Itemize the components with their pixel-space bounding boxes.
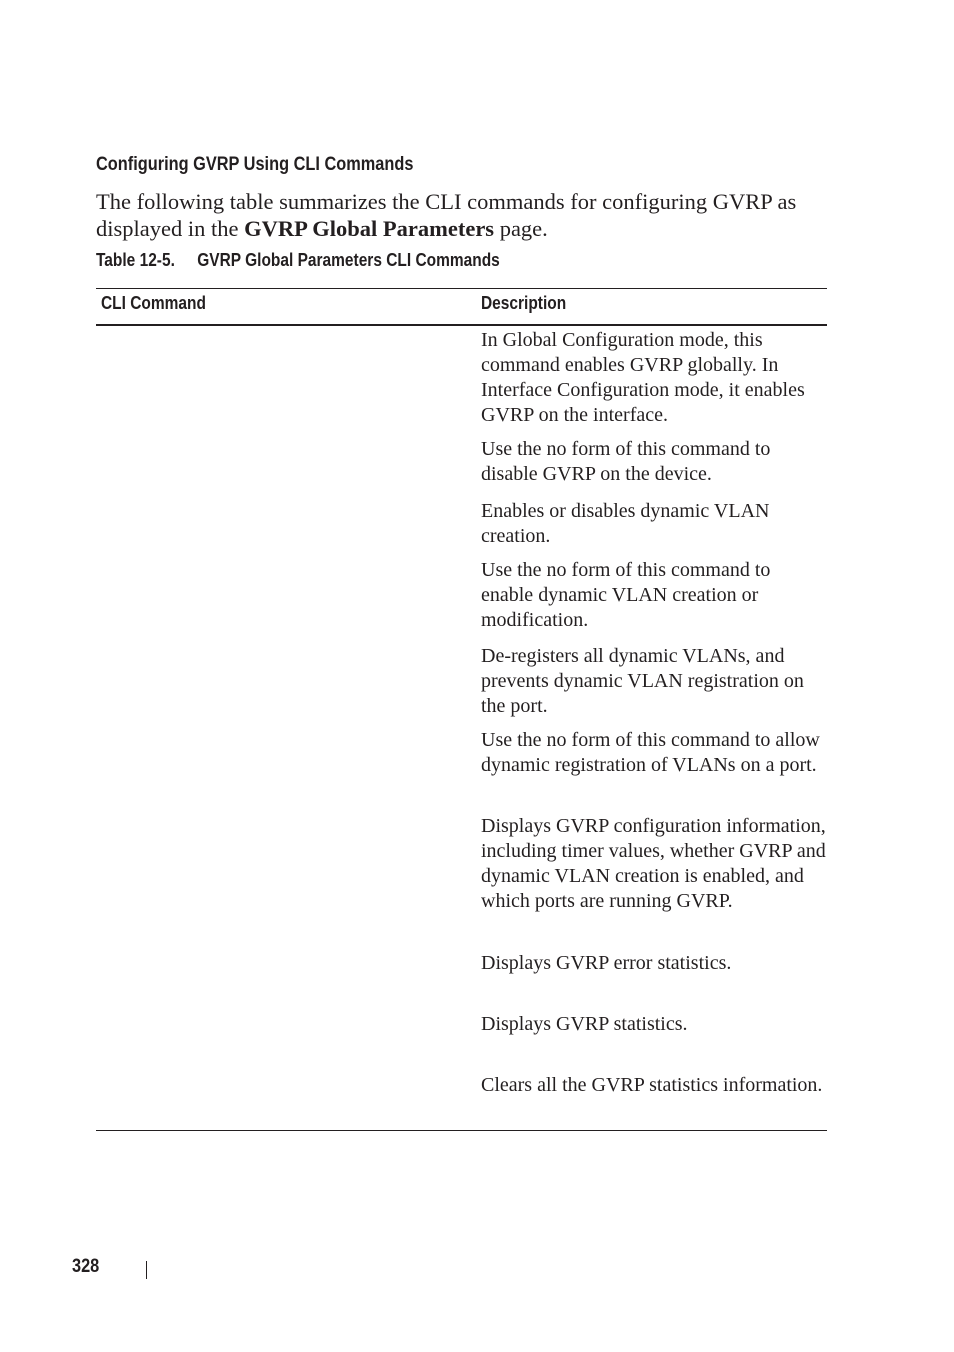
table-top-rule <box>96 288 827 289</box>
header-description: Description <box>481 293 567 313</box>
row-3-description-2: Use the no form of this command to allow dynamic registration of VLANs on a port. <box>481 729 820 776</box>
table-header-rule <box>96 324 827 326</box>
row-1-description-1: In Global Configuration mode, this command enables GVRP globally. In Interface Configuration mode, it enables GVRP on the interface. <box>481 329 805 426</box>
row-5-description-1: Displays GVRP error statistics. <box>481 952 732 974</box>
intro-paragraph <box>96 188 831 242</box>
intro-text-before: The following table summarizes the CLI commands for configuring GVRP as displayed in the <box>96 189 797 241</box>
footer-divider <box>146 1261 147 1279</box>
row-4-description-1: Displays GVRP configuration information, including timer values, whether GVRP and dynamic VLAN creation is enabled, and which ports are running GVRP. <box>481 815 826 912</box>
row-1-description-2: Use the no form of this command to disable GVRP on the device. <box>481 438 771 485</box>
page-number: 328 <box>72 1256 100 1277</box>
row-3-description-1: De-registers all dynamic VLANs, and prevents dynamic VLAN registration on the port. <box>481 645 804 717</box>
header-command: CLI Command <box>101 293 206 313</box>
row-2-description-2: Use the no form of this command to enable dynamic VLAN creation or modification. <box>481 559 771 631</box>
row-2-description-1: Enables or disables dynamic VLAN creation. <box>481 500 770 547</box>
table-caption-number: Table 12-5. <box>96 250 175 270</box>
section-heading: Configuring GVRP Using CLI Commands <box>96 154 414 175</box>
row-6-description-1: Displays GVRP statistics. <box>481 1013 688 1035</box>
table-bottom-rule <box>96 1130 827 1131</box>
table-caption <box>96 250 500 271</box>
table-caption-title: GVRP Global Parameters CLI Commands <box>197 250 500 270</box>
intro-text-after: page. <box>494 216 548 241</box>
row-7-description-1: Clears all the GVRP statistics information. <box>481 1074 823 1096</box>
intro-bold-term: GVRP Global Parameters <box>244 216 495 241</box>
